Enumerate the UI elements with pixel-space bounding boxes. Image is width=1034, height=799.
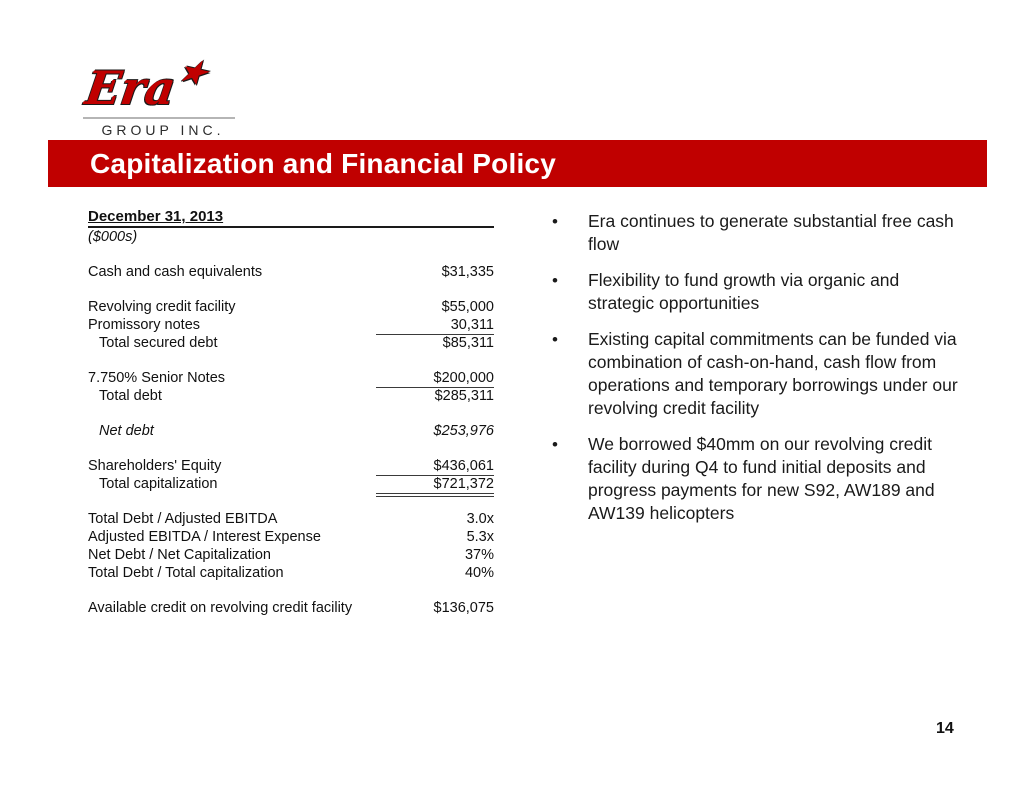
- table-row: [88, 528, 494, 546]
- logo-divider: [83, 117, 235, 119]
- table-spacer: [88, 405, 494, 422]
- table-row: [88, 599, 494, 617]
- star-icon: ★: [173, 52, 212, 93]
- table-row: [88, 298, 494, 316]
- bullet-item: [550, 328, 962, 420]
- bullet-text: Existing capital commitments can be funded via combination of cash-on-hand, cash flow from operations and temporary borrowings under our revolving credit facility: [588, 329, 958, 418]
- row-label: Available credit on revolving credit facility: [88, 600, 353, 616]
- row-label: 7.750% Senior Notes: [88, 370, 226, 386]
- table-header-row: [88, 208, 494, 228]
- row-label: Total secured debt: [99, 335, 218, 351]
- row-value: 37%: [464, 547, 494, 563]
- table-row: [88, 422, 494, 440]
- page-number: 14: [936, 720, 954, 737]
- row-label: Adjusted EBITDA / Interest Expense: [88, 529, 321, 545]
- row-label: Shareholders' Equity: [88, 458, 222, 474]
- row-label: Total capitalization: [99, 476, 218, 492]
- row-label: Net debt: [99, 423, 154, 439]
- title-bar: [48, 140, 987, 187]
- bullet-text: Flexibility to fund growth via organic and strategic opportunities: [588, 270, 900, 313]
- bullet-item: [550, 210, 962, 256]
- row-value: 40%: [464, 565, 494, 581]
- row-label: Net Debt / Net Capitalization: [88, 547, 271, 563]
- row-value: $436,061: [376, 457, 494, 476]
- table-row: [88, 546, 494, 564]
- bullet-icon: •: [552, 435, 558, 454]
- bullet-text: Era continues to generate substantial free cash flow: [588, 211, 954, 254]
- table-row: [88, 564, 494, 582]
- financial-table: [88, 208, 494, 617]
- bullet-text: We borrowed $40mm on our revolving credit facility during Q4 to fund initial deposits and progress payments for new S92, AW189 and AW139 helicopters: [588, 434, 935, 523]
- table-row: [88, 263, 494, 281]
- row-value: $721,372: [376, 475, 494, 497]
- logo-subtitle: GROUP INC.: [101, 122, 225, 138]
- row-label: Total Debt / Adjusted EBITDA: [88, 511, 278, 527]
- logo-brand-text: Era: [82, 61, 179, 115]
- table-spacer: [88, 440, 494, 457]
- row-label: Cash and cash equivalents: [88, 264, 263, 280]
- era-logo: [82, 48, 243, 138]
- table-row: [88, 387, 494, 405]
- row-label: Promissory notes: [88, 317, 201, 333]
- row-label: Revolving credit facility: [88, 299, 236, 315]
- page-title: Capitalization and Financial Policy: [90, 147, 556, 179]
- table-spacer: [88, 246, 494, 263]
- row-value: $31,335: [441, 264, 494, 280]
- table-units-label: ($000s): [88, 229, 138, 245]
- row-value: 3.0x: [466, 511, 494, 527]
- bullet-item: [550, 269, 962, 315]
- table-row: [88, 457, 494, 475]
- row-value: $85,311: [442, 335, 494, 351]
- bullet-icon: •: [552, 212, 558, 231]
- table-row: [88, 334, 494, 352]
- table-row: [88, 369, 494, 387]
- row-value: $253,976: [433, 423, 494, 439]
- row-label: Total debt: [99, 388, 162, 404]
- row-value: $136,075: [433, 600, 494, 616]
- row-value: 5.3x: [466, 529, 494, 545]
- row-label: Total Debt / Total capitalization: [88, 565, 284, 581]
- table-row: [88, 510, 494, 528]
- table-row: [88, 316, 494, 334]
- row-value: 30,311: [376, 316, 494, 335]
- bullet-icon: •: [552, 271, 558, 290]
- bullet-item: [550, 433, 962, 525]
- table-spacer: [88, 281, 494, 298]
- table-spacer: [88, 352, 494, 369]
- row-value: $200,000: [376, 369, 494, 388]
- row-value: $55,000: [441, 299, 494, 315]
- table-row: [88, 475, 494, 493]
- bullet-icon: •: [552, 330, 558, 349]
- table-date-header: December 31, 2013: [88, 208, 224, 225]
- table-spacer: [88, 582, 494, 599]
- bullet-list: [550, 210, 962, 538]
- row-value: $285,311: [434, 388, 494, 404]
- logo-wordmark: [78, 48, 247, 113]
- table-body: [88, 246, 494, 617]
